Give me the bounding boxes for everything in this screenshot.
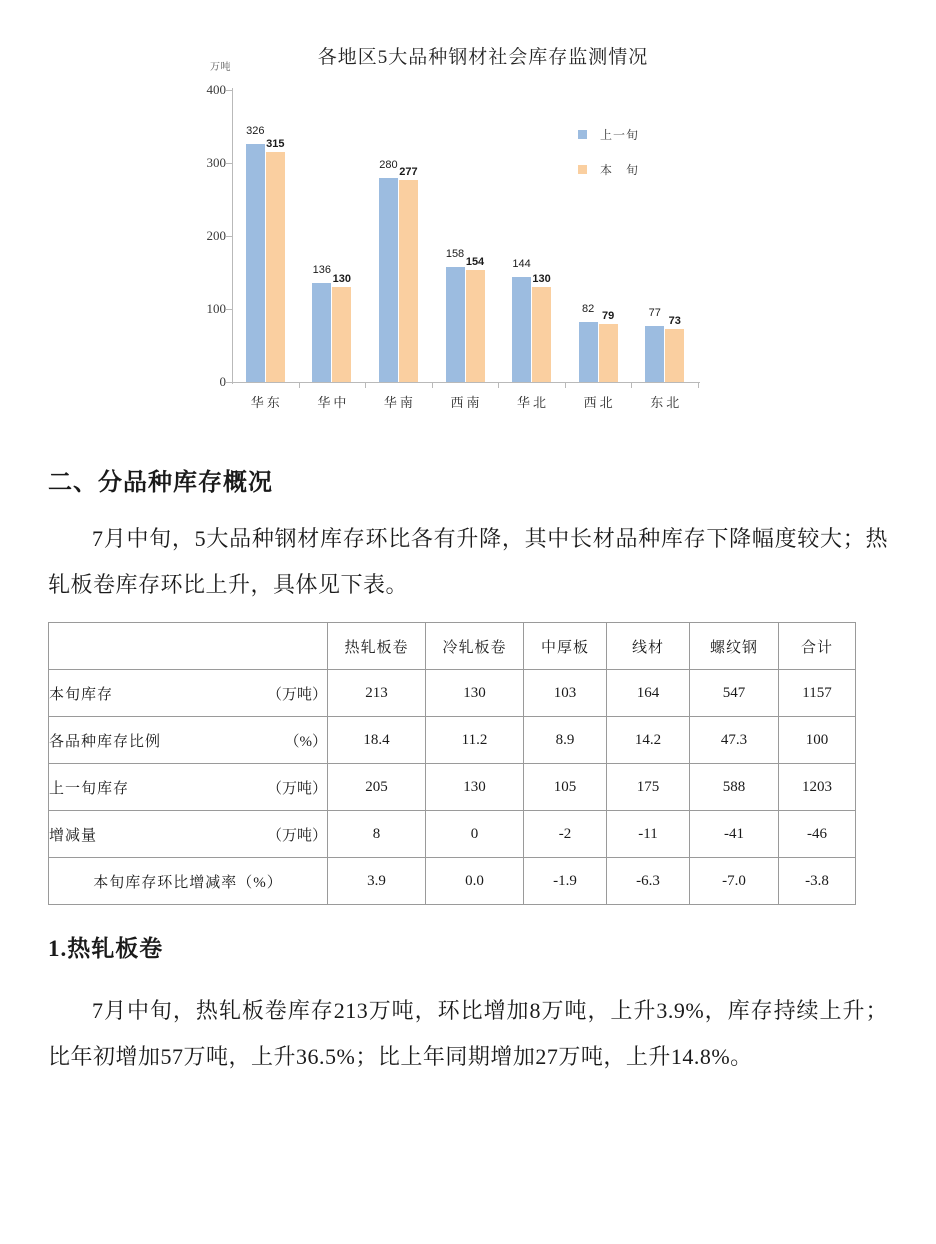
section-2-1-paragraph-text: 7月中旬，热轧板卷库存213万吨，环比增加8万吨，上升3.9%，库存持续上升；比年初增加57万吨，上升36.5%；比上年同期增加27万吨，上升14.8%。: [48, 998, 888, 1069]
table-cell: -7.0: [690, 858, 779, 905]
table-body: [49, 670, 856, 905]
bar-previous-5: [579, 322, 598, 382]
table-cell: -46: [779, 811, 856, 858]
table-cell: -2: [524, 811, 607, 858]
x-tick-mark: [631, 382, 632, 388]
table-cell: 8: [328, 811, 426, 858]
table-cell: 213: [328, 670, 426, 717]
table-cell: 0.0: [426, 858, 524, 905]
bar-previous-2: [379, 178, 398, 382]
x-category-label-1: 华中: [317, 395, 350, 410]
legend-item-previous: [578, 126, 639, 143]
table-row: [49, 670, 856, 717]
table-cell: 18.4: [328, 717, 426, 764]
table-col-header-2: 中厚板: [524, 623, 607, 670]
section-2-1-heading: 1.热轧板卷: [48, 936, 164, 961]
y-tick-label: 400: [206, 82, 226, 97]
stock-table-wrapper: [48, 622, 848, 905]
bar-current-0: [266, 152, 285, 382]
legend-swatch-icon-current: [578, 165, 587, 174]
bar-current-5: [599, 324, 618, 382]
table-cell: 14.2: [607, 717, 690, 764]
bar-current-1: [332, 287, 351, 382]
section-2-heading-block: [0, 462, 936, 497]
bar-current-4: [532, 287, 551, 382]
stock-by-product-table: [48, 622, 856, 905]
bar-previous-4: [512, 277, 531, 382]
table-row-label-0: [49, 670, 328, 717]
x-category-label-6: 东北: [650, 395, 683, 410]
table-cell: 547: [690, 670, 779, 717]
row-label-text: 本旬库存: [49, 686, 114, 703]
row-label-inner: [49, 730, 327, 751]
y-tick-label: 0: [219, 374, 226, 389]
legend-item-current: [578, 161, 639, 178]
table-cell: 11.2: [426, 717, 524, 764]
legend-swatch-icon-previous: [578, 130, 587, 139]
row-label-text: 各品种库存比例: [49, 733, 162, 750]
table-cell: 8.9: [524, 717, 607, 764]
table-row: [49, 858, 856, 905]
table-row: [49, 764, 856, 811]
y-tick-mark: [226, 236, 232, 237]
chart-title: 各地区5大品种钢材社会库存监测情况: [317, 47, 649, 68]
table-row: [49, 717, 856, 764]
section-2-paragraph: [0, 516, 936, 608]
regional-stock-chart: [0, 0, 936, 430]
table-cell: -11: [607, 811, 690, 858]
chart-legend: [578, 126, 639, 196]
table-row-label-2: [49, 764, 328, 811]
row-label-unit: （万吨）: [266, 827, 327, 844]
bar-value-label: 144: [512, 257, 531, 270]
table-cell: -3.8: [779, 858, 856, 905]
section-2-heading: 二、分品种库存概况: [48, 470, 273, 496]
bar-previous-3: [446, 267, 465, 382]
table-header-row: [49, 623, 856, 670]
table-cell: 205: [328, 764, 426, 811]
bar-value-label: 136: [312, 263, 332, 276]
row-label-inner: [49, 777, 327, 798]
bar-previous-6: [645, 326, 664, 382]
bar-current-6: [665, 329, 684, 382]
y-tick-label: 100: [206, 301, 226, 316]
table-cell: 1157: [779, 670, 856, 717]
x-axis-line: [232, 382, 700, 383]
bar-previous-1: [312, 283, 331, 382]
y-tick-mark: [226, 163, 232, 164]
x-tick-mark: [498, 382, 499, 388]
table-cell: 130: [426, 764, 524, 811]
x-tick-mark: [432, 382, 433, 388]
bar-value-label: 82: [582, 303, 595, 316]
x-category-label-3: 西南: [450, 395, 483, 410]
row-label-inner: [49, 683, 327, 704]
legend-label-current: 本 旬: [600, 163, 640, 177]
legend-label-previous: 上一旬: [600, 128, 640, 142]
table-cell: 1203: [779, 764, 856, 811]
bar-value-label: 130: [332, 273, 352, 286]
section-2-1-heading-block: [0, 930, 936, 963]
table-col-header-0: 热轧板卷: [328, 623, 426, 670]
bar-value-label: 130: [532, 273, 551, 286]
table-cell: 100: [779, 717, 856, 764]
bar-value-label: 326: [246, 125, 265, 138]
bar-value-label: 73: [668, 314, 681, 327]
y-axis-unit-label: 万吨: [210, 62, 231, 73]
table-cell: 164: [607, 670, 690, 717]
bar-previous-0: [246, 144, 265, 382]
x-tick-mark: [698, 382, 699, 388]
bar-value-label: 315: [266, 138, 285, 151]
table-head: [49, 623, 856, 670]
table-row-label-4: [49, 858, 328, 905]
bar-value-label: 280: [379, 158, 398, 171]
x-category-label-2: 华南: [383, 395, 416, 410]
table-row-label-3: [49, 811, 328, 858]
table-cell: 588: [690, 764, 779, 811]
bar-current-3: [466, 270, 485, 382]
row-label-unit: （万吨）: [266, 686, 327, 703]
table-cell: -1.9: [524, 858, 607, 905]
bar-value-label: 77: [648, 306, 661, 319]
table-row-label-1: [49, 717, 328, 764]
y-tick-label: 300: [206, 155, 226, 170]
y-tick-mark: [226, 309, 232, 310]
y-tick-mark: [226, 90, 232, 91]
row-label-inner: [49, 824, 327, 845]
x-tick-mark: [299, 382, 300, 388]
bar-value-label: 79: [602, 310, 615, 323]
section-2-1-paragraph-block: [0, 988, 936, 1080]
row-label-unit: （万吨）: [266, 780, 327, 797]
table-row: [49, 811, 856, 858]
table-cell: 175: [607, 764, 690, 811]
x-tick-mark: [365, 382, 366, 388]
x-category-label-5: 西北: [583, 395, 616, 410]
table-cell: 103: [524, 670, 607, 717]
table-corner-cell: [49, 623, 328, 670]
section-2-paragraph-block: [0, 516, 936, 608]
y-tick-mark: [226, 382, 232, 383]
table-cell: 105: [524, 764, 607, 811]
table-cell: 130: [426, 670, 524, 717]
table-cell: 0: [426, 811, 524, 858]
x-tick-mark: [565, 382, 566, 388]
y-axis-line: [232, 88, 233, 384]
x-category-label-4: 华北: [517, 395, 550, 410]
table-col-header-4: 螺纹钢: [690, 623, 779, 670]
row-label-text: 上一旬库存: [49, 780, 130, 797]
row-label-text: 增减量: [49, 827, 98, 844]
table-cell: 3.9: [328, 858, 426, 905]
x-category-label-0: 华东: [250, 395, 283, 410]
table-col-header-3: 线材: [607, 623, 690, 670]
table-col-header-5: 合计: [779, 623, 856, 670]
bar-current-2: [399, 180, 418, 382]
table-cell: -6.3: [607, 858, 690, 905]
section-2-paragraph-text: 7月中旬，5大品种钢材库存环比各有升降，其中长材品种库存下降幅度较大；热轧板卷库存环比上升，具体见下表。: [48, 526, 888, 597]
row-label-text: 本旬库存环比增减率（%）: [93, 874, 283, 891]
bar-value-label: 158: [445, 247, 465, 260]
bar-value-label: 154: [465, 255, 485, 268]
table-cell: 47.3: [690, 717, 779, 764]
y-tick-label: 200: [206, 228, 226, 243]
table-col-header-1: 冷轧板卷: [426, 623, 524, 670]
bar-value-label: 277: [399, 165, 418, 178]
row-label-unit: （%）: [284, 733, 327, 750]
table-cell: -41: [690, 811, 779, 858]
section-2-1-paragraph: [0, 988, 936, 1080]
